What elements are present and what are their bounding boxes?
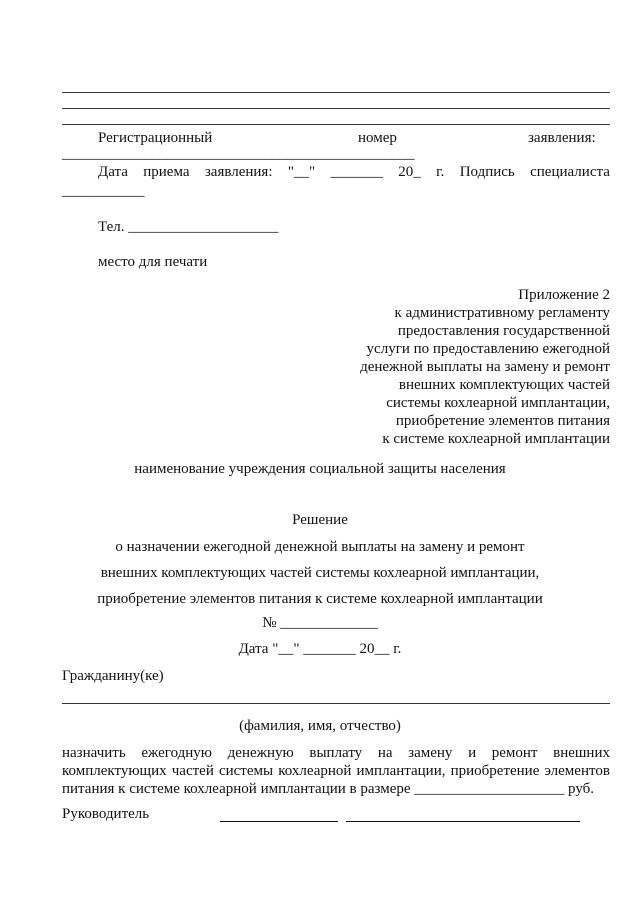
citizen-name-line [62,703,610,704]
decision-number: № _____________ [262,615,378,631]
decision-date: Дата "__" _______ 20__ г. [238,641,402,657]
assignment-word: назначить [62,745,126,761]
decision-subject-line: внешних комплектующих частей системы кохлеарной имплантации, [100,565,540,581]
receipt-word: приема [143,164,190,180]
reg-number-line: _______________________________________________ [62,146,415,162]
assignment-word: денежную [227,745,294,761]
assignment-word: и [468,745,477,761]
receipt-word: г. [436,164,445,180]
citizen-label: Гражданину(ке) [62,668,164,684]
receipt-word: специалиста [530,164,610,180]
receipt-word: Подпись [459,164,515,180]
receipt-word: _______ [330,164,383,180]
assignment-word: ремонт [491,745,538,761]
appendix-line: денежной выплаты на замену и ремонт [360,359,610,375]
signature-name-line [346,821,580,822]
head-signature-label: Руководитель [62,806,150,822]
decision-subject-line: о назначении ежегодной денежной выплаты на замену и ремонт [115,539,525,555]
receipt-word: Дата [98,164,128,180]
specialist-signature-line: ___________ [62,183,145,199]
appendix-line: системы кохлеарной имплантации, [386,395,610,411]
reg-word-3: заявления: [528,130,596,146]
stamp-place-label: место для печати [98,254,208,270]
receipt-word: "__" [287,164,316,180]
assignment-word: элементов [544,763,610,779]
assignment-line-2 [62,762,610,780]
assignment-word: внешних [553,745,610,761]
blank-line-1 [62,92,610,93]
blank-line-3 [62,124,610,125]
assignment-word: имплантации, [356,763,446,779]
assignment-word: ежегодную [141,745,213,761]
citizen-name-caption: (фамилия, имя, отчество) [239,718,401,734]
reg-word-2: номер [358,130,397,146]
receipt-word: заявления: [204,164,273,180]
phone-field: Тел. ____________________ [98,219,279,235]
assignment-word: выплату [309,745,363,761]
assignment-line-3: питания к системе кохлеарной имплантации в размере ____________________ руб. [62,781,595,797]
assignment-word: замену [408,745,453,761]
assignment-word: на [377,745,393,761]
reg-word-1: Регистрационный [98,130,213,146]
assignment-line-1 [62,744,610,762]
signature-line [220,821,338,822]
decision-title: Решение [292,512,348,528]
institution-name: наименование учреждения социальной защиты населения [134,461,506,477]
assignment-word: кохлеарной [278,763,352,779]
appendix-line: предоставления государственной [397,323,610,339]
assignment-word: частей [171,763,214,779]
blank-line-2 [62,108,610,109]
assignment-word: комплектующих [62,763,167,779]
receipt-date-line [98,163,610,181]
appendix-line: внешних комплектующих частей [398,377,610,393]
appendix-line: к административному регламенту [394,305,610,321]
receipt-word: 20_ [398,164,421,180]
assignment-word: системы [218,763,274,779]
decision-subject-line: приобретение элементов питания к системе кохлеарной имплантации [97,591,543,607]
appendix-line: Приложение 2 [518,287,610,303]
assignment-word: приобретение [450,763,540,779]
appendix-line: к системе кохлеарной имплантации [382,431,610,447]
appendix-line: приобретение элементов питания [395,413,610,429]
appendix-line: услуги по предоставлению ежегодной [366,341,610,357]
